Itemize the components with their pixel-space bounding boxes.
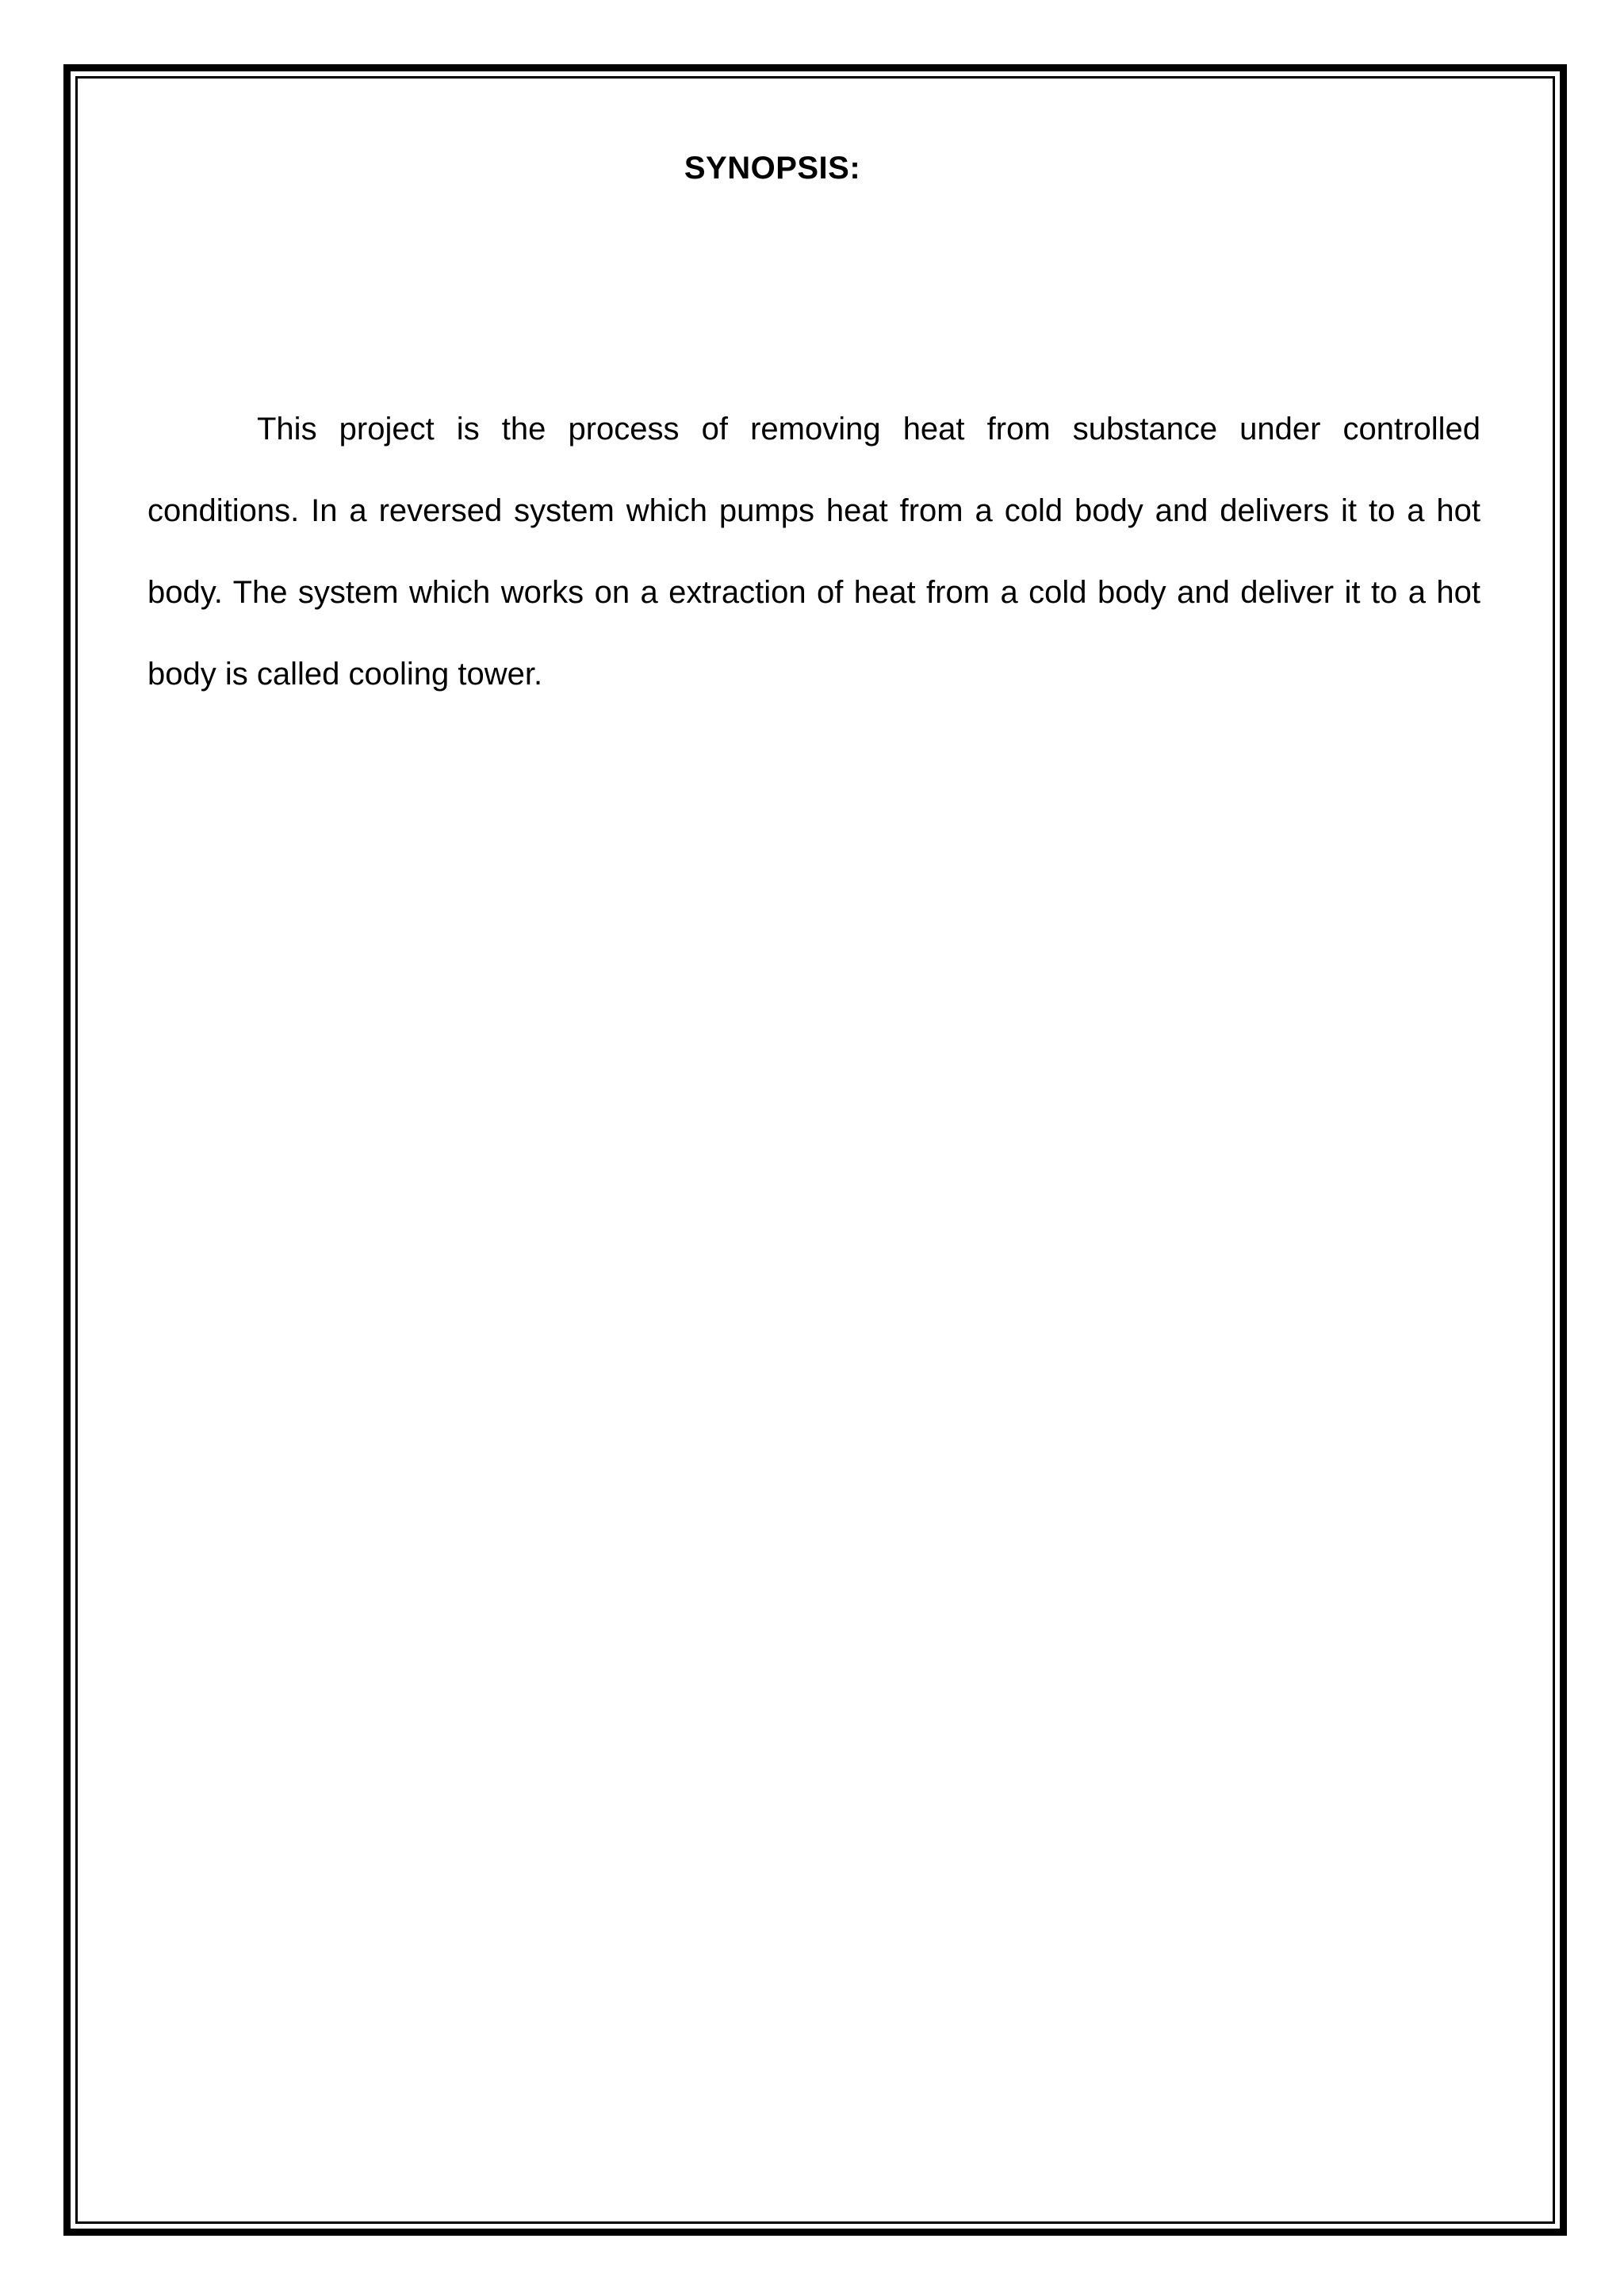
page-title: SYNOPSIS: [684, 151, 861, 186]
synopsis-paragraph: This project is the process of removing heat from substance under controlled conditions. In a reversed system which pumps heat from a cold body and delivers it to a hot body. The system which works on a extraction of heat from a cold body and deliver it to a hot body is called cooling tower. [147, 412, 1480, 692]
